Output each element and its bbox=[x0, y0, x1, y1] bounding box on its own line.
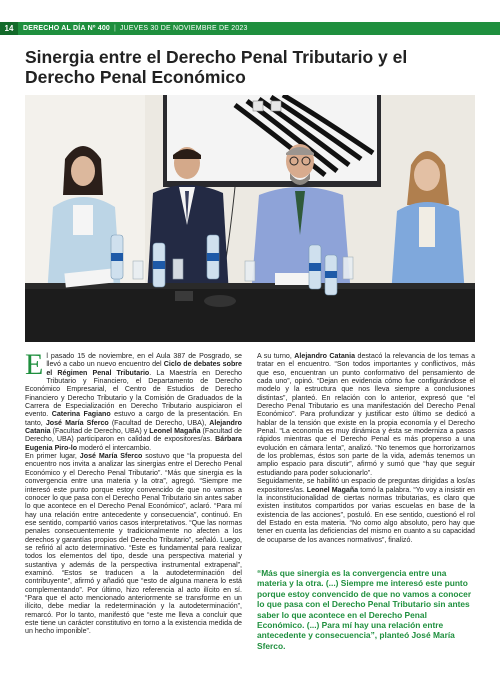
article-photo bbox=[25, 95, 475, 342]
event-photo-illustration bbox=[25, 95, 475, 342]
publication-name: DERECHO AL DÍA Nº 400 bbox=[23, 25, 111, 32]
left-column-text: l pasado 15 de noviembre, en el Aula 387 de Posgrado, se llevó a cabo un nuevo encuentro del Ciclo de debates sobre el Régimen Penal Tributario. La Maestría en Derecho Tributario y Financiero, el Departamento de Derecho Económico Empresarial, el Centro de Estudios de Derecho Financiero y Derecho Tributario y la Comisión de Graduados de la Carrera de Especialización en Derecho Tributario auspiciaron el evento. Caterina Fagiano estuvo a cargo de la presentación. En tanto, José María Sferco (Facultad de Derecho, UBA), Alejandro Catania (Facultad de Derecho, UBA) y Leonel Magaña (Facultad de Derecho, UBA) participaron en calidad de expositores/as. Bárbara Eugenia Piro-lo moderó el intercambio. En primer lugar, José María Sferco sostuvo que “la propuesta del encuentro nos invita a analizar las sinergias entre el Derecho Penal Económico y el Derecho Penal Tributario”. “Más que sinergia es la convergencia entre una materia y la otra”, agregó. “Siempre me interesó este punto porque estoy convencido de que no vamos a conocer lo que pasa con el Derecho Penal Tributario sin antes saber lo que acontece en el Derecho Penal Económico”, aclaró. “Para mí hay una relación entre antecedente y consecuencia”, continuó. En ese sentido, compartió varios casos interpretativos. “Que las normas penales consecuentemente y tradicionalmente no afecten a los derechos y garantías propios del Derecho Tributario”, señaló. Luego, se refirió al acto determinativo. “Este es fundamental para realizar todos los elementos del tipo, desde una perspectiva material y sustantiva y además de la perspectiva instrumental extrapenal”, examinó. “Estos se traducen a la autodeterminación del contribuyente”, afirmó y añadió que “esto de alguna manera lo está complementando”. Por último, hizo referencia al acto ilícito en sí. “Para que el acto mencionado anteriormente se transforme en un ilícito, debe mediar la redeterminación y la autodeterminación”, remarcó. Por lo tanto, manifestó que “este me lleva a concluir que este tiene un carácter constitutivo en torno a la existencia medida de un hecho imponible”. bbox=[25, 352, 242, 636]
header-bar bbox=[0, 22, 500, 35]
pull-quote: “Más que sinergia es la convergencia entre una materia y la otra. (...) Siempre me interesó este punto porque estoy convencido de que no vamos a conocer lo que pasa con el Derecho Penal Tributario sin antes saber lo que acontece en el Derecho Penal Económico. (...) Para mí hay una relación entre antecedente y consecuencia”, planteó José María Sferco. bbox=[257, 568, 472, 651]
header-separator: | bbox=[114, 25, 116, 32]
article-headline: Sinergia entre el Derecho Penal Tributario y el Derecho Penal Económico bbox=[25, 47, 408, 87]
page-number: 14 bbox=[0, 22, 18, 35]
article-body-right bbox=[257, 352, 475, 544]
drop-cap: E bbox=[25, 348, 44, 381]
publication-date: JUEVES 30 DE NOVIEMBRE DE 2023 bbox=[119, 25, 248, 32]
right-column-text: A su turno, Alejandro Catania destacó la relevancia de los temas a tratar en el encuentro. “Son todos importantes y conflictivos, más que eso, encuentran un punto conformativo del pensamiento de cada uno”, opinó. “Dejan en evidencia cómo fue configurándose el modelo y la estructura que nos lleva siempre a conclusiones distintas”, planteó. En relación con lo anterior, expresó que “el Derecho Penal Tributario es una manifestación del Derecho Penal Económico”. Para profundizar y justificar esto último se dedicó a hablar de la tensión que existe en la propia economía y el Derecho Penal. “La economía es muy dinámica y ésta se moderniza a pasos rápidos mientras que el Derecho Penal es más propenso a una evolución en cámara lenta”, analizó. “No tenemos que horrorizarnos de los problemas, éstos son parte de la vida, además tenemos un amplio espacio para discutir”, afirmó y sumó que “hay que seguir estudiando para poder solucionarlo”. Seguidamente, se habilitó un espacio de preguntas dirigidas a los/as expositores/as. Leonel Magaña tomó la palabra. “Yo voy a insistir en la inconstitucionalidad de ciertas normas tributarias, es claro que existen institutos compartidos por varias escuelas en base de la existencia de las acciones”, postuló. En ese sentido, cuestionó el rol del Estado en esta materia. “No como algo absoluto, pero hay que tener en cuenta las deficiencias del mismo en cuanto a su capacidad de ocuparse de los avances normativos”, finalizó. bbox=[257, 352, 476, 544]
article-body-left bbox=[25, 348, 242, 636]
